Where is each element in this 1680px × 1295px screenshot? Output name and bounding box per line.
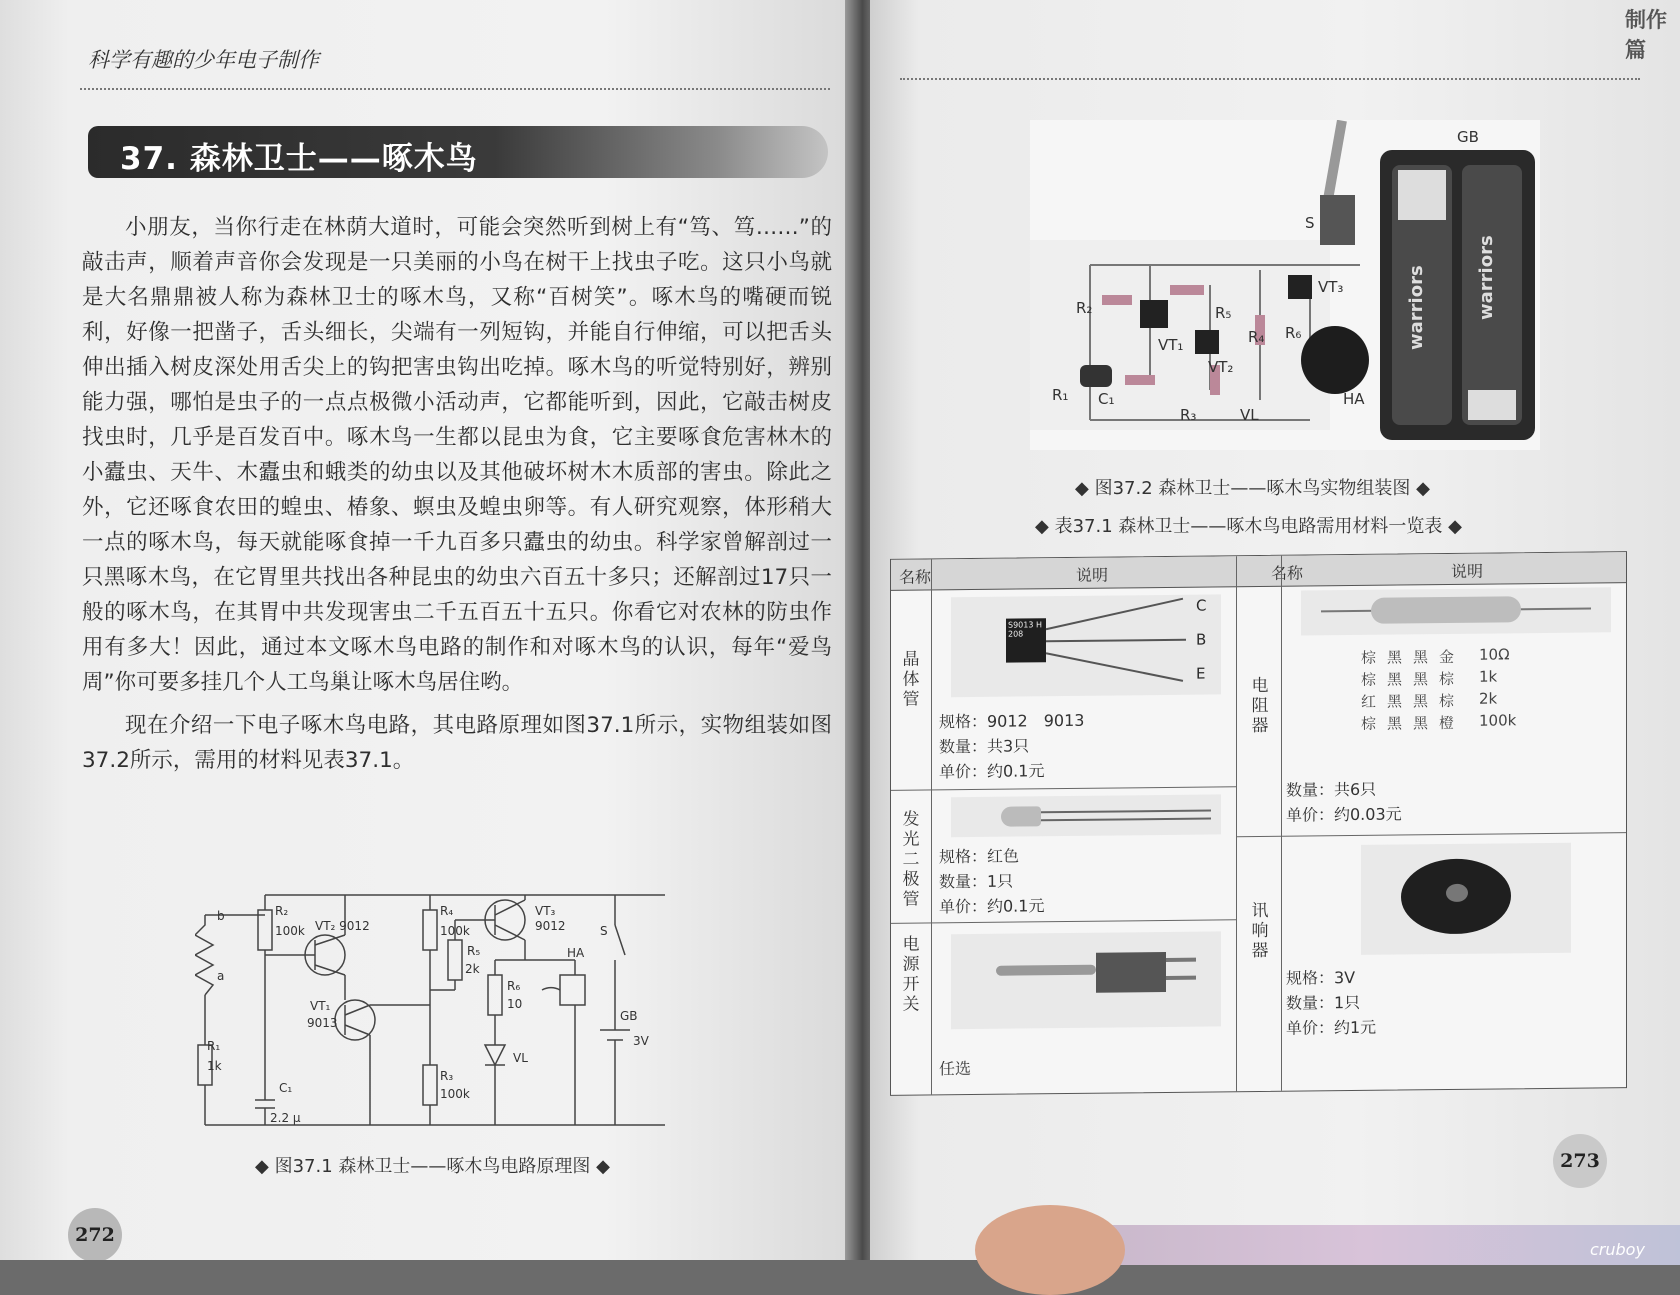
header-rule bbox=[900, 78, 1640, 80]
color-band: 红 bbox=[1361, 692, 1377, 711]
label-r6: R₆ bbox=[507, 979, 521, 993]
left-page bbox=[0, 0, 860, 1260]
label-vt1: VT₁ bbox=[310, 999, 331, 1013]
table-caption-37-1: ◆ 表37.1 森林卫士——啄木鸟电路需用材料一览表 ◆ bbox=[1035, 516, 1462, 537]
transistor-price: 单价：约0.1元 bbox=[939, 761, 1045, 782]
resistor-value: 2k bbox=[1479, 689, 1498, 708]
label-r6-value: 10 bbox=[507, 997, 523, 1011]
row-name-buzzer: 讯响器 bbox=[1251, 900, 1269, 962]
row-name-led: 发光二极管 bbox=[902, 809, 920, 910]
label-vt3: VT₃ bbox=[535, 904, 556, 918]
asm-label-r2: R₂ bbox=[1076, 299, 1093, 317]
switch-note: 任选 bbox=[939, 1059, 972, 1079]
article-body bbox=[82, 210, 832, 778]
resistor-value: 1k bbox=[1479, 667, 1498, 686]
row-name-transistor: 晶体管 bbox=[902, 649, 920, 710]
circuit-schematic bbox=[195, 880, 695, 1140]
page-number: 273 bbox=[1553, 1134, 1607, 1188]
label-r2: R₂ bbox=[275, 904, 289, 918]
label-r3: R₃ bbox=[440, 1069, 454, 1083]
asm-label-r5: R₅ bbox=[1215, 304, 1232, 322]
assembly-photo bbox=[1030, 120, 1540, 450]
transistor-photo bbox=[951, 594, 1221, 697]
color-band: 橙 bbox=[1439, 713, 1455, 733]
asm-label-s: S bbox=[1305, 214, 1315, 232]
color-band: 棕 bbox=[1439, 691, 1455, 711]
pin-b: B bbox=[1196, 630, 1207, 649]
label-gb-value: 3V bbox=[633, 1034, 649, 1048]
running-head: 科学有趣的少年电子制作 bbox=[88, 48, 319, 72]
table-header-desc-1: 说明 bbox=[1076, 565, 1109, 585]
label-r4: R₄ bbox=[440, 904, 454, 918]
buzzer-photo bbox=[1361, 843, 1571, 955]
asm-label-r4: R₄ bbox=[1248, 328, 1265, 346]
label-b: b bbox=[217, 909, 225, 923]
resistor-qty: 数量：共6只 bbox=[1286, 779, 1377, 800]
label-vt2: VT₂ 9012 bbox=[315, 919, 370, 933]
asm-label-r3: R₃ bbox=[1180, 406, 1197, 424]
asm-label-vt2: VT₂ bbox=[1208, 358, 1234, 376]
resistor-value: 100k bbox=[1479, 711, 1517, 730]
switch-photo bbox=[951, 931, 1221, 1029]
label-c1-value: 2.2 μ bbox=[270, 1111, 301, 1125]
buzzer-qty: 数量：1只 bbox=[1286, 992, 1361, 1013]
color-band: 黑 bbox=[1387, 670, 1403, 689]
battery-brand-2: warriors bbox=[1476, 235, 1497, 320]
color-band: 黑 bbox=[1413, 714, 1429, 733]
row-name-switch: 电源开关 bbox=[902, 934, 920, 1015]
materials-table bbox=[890, 551, 1627, 1096]
battery-brand-1: warriors bbox=[1406, 265, 1427, 350]
pin-c: C bbox=[1196, 596, 1207, 615]
color-band: 棕 bbox=[1361, 670, 1377, 689]
label-r1-value: 1k bbox=[207, 1059, 222, 1073]
asm-label-r1: R₁ bbox=[1052, 386, 1069, 404]
assembly-illustration bbox=[1030, 120, 1540, 450]
running-head: 制作篇 bbox=[1625, 8, 1667, 62]
paragraph: 现在介绍一下电子啄木鸟电路，其电路原理如图37.1所示，实物组装如图37.2所示，需用的材料见表37.1。 bbox=[82, 713, 832, 773]
page-number: 272 bbox=[68, 1208, 122, 1260]
asm-label-r6: R₆ bbox=[1285, 324, 1302, 342]
figure-caption-37-1: ◆ 图37.1 森林卫士——啄木鸟电路原理图 ◆ bbox=[255, 1156, 610, 1177]
paragraph: 小朋友，当你行走在林荫大道时，可能会突然听到树上有“笃、笃……”的敲击声，顺着声音你会发现是一只美丽的小鸟在树干上找虫子吃。这只小鸟就是大名鼎鼎被人称为森林卫士的啄木鸟，又称“百树笑”。啄木鸟的嘴硬而锐利，好像一把凿子，舌头细长，尖端有一列短钩，并能自行伸缩，可以把舌头伸出插入树皮深处用舌尖上的钩把害虫钩出吃掉。啄木鸟的听觉特别好，辨别能力强，哪怕是虫子的一点点极微小活动声，它都能听到，因此，它敲击树皮找虫时，几乎是百发百中。啄木鸟一生都以昆虫为食，它主要啄食危害林木的小蠹虫、天牛、木蠹虫和蛾类的幼虫以及其他破坏树木木质部的害虫。除此之外，它还啄食农田的蝗虫、椿象、螟虫及蝗虫卵等。有人研究观察，体形稍大一点的啄木鸟，每天就能啄食掉一千九百多只蠹虫的幼虫。科学家曾解剖过一只黑啄木鸟，在它胃里共找出各种昆虫的幼虫六百五十多只；还解剖过17只一般的啄木鸟，在其胃中共发现害虫二千五百五十五只。你看它对农林的防虫作用有多大！因此，通过本文啄木鸟电路的制作和对啄木鸟的认识，每年“爱鸟周”你可要多挂几个人工鸟巢让啄木鸟居住哟。 bbox=[82, 215, 832, 695]
color-band: 黑 bbox=[1413, 670, 1429, 689]
page-title: 37. 森林卫士——啄木鸟 bbox=[120, 141, 478, 177]
table-header-name-2: 名称 bbox=[1271, 563, 1304, 583]
led-price: 单价：约0.1元 bbox=[939, 896, 1045, 917]
asm-label-ha: HA bbox=[1343, 390, 1365, 408]
label-r1: R₁ bbox=[207, 1039, 221, 1053]
figure-caption-37-2: ◆ 图37.2 森林卫士——啄木鸟实物组装图 ◆ bbox=[1075, 478, 1430, 499]
watermark: cruboy bbox=[1590, 1240, 1645, 1259]
asm-label-vt3: VT₃ bbox=[1318, 278, 1344, 296]
color-band: 黑 bbox=[1387, 714, 1403, 733]
background-fabric bbox=[1050, 1225, 1680, 1265]
label-r5: R₅ bbox=[467, 944, 481, 958]
resistor-price: 单价：约0.03元 bbox=[1286, 804, 1402, 825]
finger bbox=[975, 1205, 1125, 1295]
color-band: 棕 bbox=[1361, 648, 1377, 667]
color-band: 黑 bbox=[1413, 648, 1429, 667]
color-band: 金 bbox=[1439, 647, 1455, 667]
table-header-row bbox=[891, 552, 1626, 591]
resistor-photo bbox=[1301, 587, 1611, 635]
table-header-name-1: 名称 bbox=[899, 567, 932, 587]
label-a: a bbox=[217, 969, 225, 983]
transistor-qty: 数量：共3只 bbox=[939, 736, 1030, 757]
color-band: 黑 bbox=[1413, 692, 1429, 711]
transistor-spec: 规格：9012 9013 bbox=[939, 710, 1085, 732]
color-band: 棕 bbox=[1361, 714, 1377, 733]
resistor-specs bbox=[1286, 777, 1402, 828]
label-vl: VL bbox=[513, 1051, 528, 1065]
led-specs bbox=[939, 843, 1044, 919]
transistor-marking: S9013 H 208 bbox=[1008, 620, 1042, 639]
asm-label-gb: GB bbox=[1457, 128, 1479, 146]
resistor-value: 10Ω bbox=[1479, 645, 1510, 664]
label-ha: HA bbox=[567, 946, 585, 960]
buzzer-spec: 规格：3V bbox=[1286, 967, 1356, 988]
label-vt1-value: 9013 bbox=[307, 1016, 338, 1030]
asm-label-vl: VL bbox=[1240, 406, 1259, 424]
label-r5-value: 2k bbox=[465, 962, 480, 976]
label-gb: GB bbox=[620, 1009, 638, 1023]
led-photo bbox=[951, 794, 1221, 837]
header-rule bbox=[80, 88, 830, 90]
transistor-specs bbox=[939, 708, 1084, 785]
label-c1: C₁ bbox=[279, 1081, 293, 1095]
asm-label-c1: C₁ bbox=[1098, 390, 1115, 408]
led-spec: 规格：红色 bbox=[939, 846, 1020, 867]
color-band: 棕 bbox=[1439, 669, 1455, 689]
label-r4-value: 100k bbox=[440, 924, 470, 938]
buzzer-price: 单价：约1元 bbox=[1286, 1017, 1377, 1038]
color-band: 黑 bbox=[1387, 648, 1403, 667]
label-r3-value: 100k bbox=[440, 1087, 470, 1101]
asm-label-vt1: VT₁ bbox=[1158, 336, 1184, 354]
led-qty: 数量：1只 bbox=[939, 871, 1014, 892]
table-header-desc-2: 说明 bbox=[1451, 561, 1484, 581]
pin-e: E bbox=[1196, 664, 1206, 683]
label-r2-value: 100k bbox=[275, 924, 305, 938]
label-vt3-value: 9012 bbox=[535, 919, 566, 933]
row-name-resistor: 电阻器 bbox=[1251, 675, 1269, 737]
label-s: S bbox=[600, 924, 608, 938]
buzzer-specs bbox=[1286, 965, 1376, 1041]
color-band: 黑 bbox=[1387, 692, 1403, 711]
